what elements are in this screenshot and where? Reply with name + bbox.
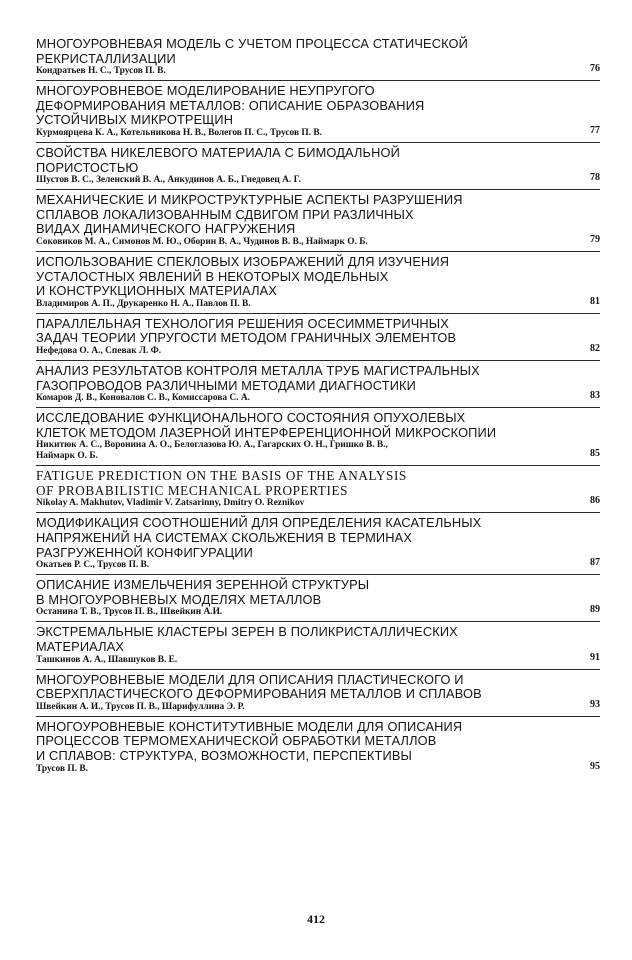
toc-entry — [36, 313, 600, 357]
entry-page-number: 93 — [590, 698, 600, 710]
entry-page-number: 76 — [590, 63, 600, 75]
toc-entry — [36, 716, 600, 775]
toc-entry — [36, 360, 600, 404]
toc-entry — [36, 37, 600, 77]
entry-page-number: 85 — [590, 448, 600, 460]
table-of-contents — [36, 37, 600, 778]
entry-title: МОДИФИКАЦИЯ СООТНОШЕНИЙ ДЛЯ ОПРЕДЕЛЕНИЯ КАСАТЕЛЬНЫХ НАПРЯЖЕНИЙ НА СИСТЕМАХ СКОЛЬЖЕНИЯ В ТЕРМИНАХ РАЗГРУЖЕННОЙ КОНФИГУРАЦИИ — [36, 515, 482, 560]
entry-authors: Останина Т. В., Трусов П. В., Швейкин А.И. — [36, 607, 223, 618]
entry-authors: Кондратьев Н. С., Трусов П. В. — [36, 66, 166, 77]
entry-title: ПАРАЛЛЕЛЬНАЯ ТЕХНОЛОГИЯ РЕШЕНИЯ ОСЕСИММЕТРИЧНЫХ ЗАДАЧ ТЕОРИИ УПРУГОСТИ МЕТОДОМ ГРАНИЧНЫХ ЭЛЕМЕНТОВ — [36, 315, 457, 346]
entry-title: ИСПОЛЬЗОВАНИЕ СПЕКЛОВЫХ ИЗОБРАЖЕНИЙ ДЛЯ ИЗУЧЕНИЯ УСТАЛОСТНЫХ ЯВЛЕНИЙ В НЕКОТОРЫХ МОДЕЛЬНЫХ И КОНСТРУКЦИОННЫХ МАТЕРИАЛАХ — [36, 253, 450, 299]
toc-entry — [36, 621, 600, 665]
toc-entry — [36, 80, 600, 139]
entry-authors: Ташкинов А. А., Шавшуков В. Е. — [36, 654, 178, 665]
entry-page-number: 77 — [590, 124, 600, 136]
toc-entry — [36, 512, 600, 571]
toc-entry — [36, 189, 600, 248]
entry-authors: Швейкин А. И., Трусов П. В., Шарифуллина Э. Р. — [36, 701, 245, 712]
toc-entry — [36, 251, 600, 310]
entry-authors: Окатьев Р. С., Трусов П. В. — [36, 560, 150, 571]
entry-title: МНОГОУРОВНЕВАЯ МОДЕЛЬ С УЧЕТОМ ПРОЦЕССА СТАТИЧЕСКОЙ РЕКРИСТАЛЛИЗАЦИИ — [36, 36, 468, 66]
entry-authors: Никитюк А. С., Воронина А. О., Белоглазова Ю. А., Гагарских О. Н., Гришко В. В., Наймарк О. Б. — [36, 440, 388, 462]
entry-page-number: 95 — [590, 760, 600, 772]
entry-authors: Соковиков М. А., Симонов М. Ю., Оборин В. А., Чудинов В. В., Наймарк О. Б. — [36, 236, 368, 247]
entry-page-number: 87 — [590, 557, 600, 569]
entry-title: МЕХАНИЧЕСКИЕ И МИКРОСТРУКТУРНЫЕ АСПЕКТЫ РАЗРУШЕНИЯ СПЛАВОВ ЛОКАЛИЗОВАННЫМ СДВИГОМ ПРИ РАЗЛИЧНЫХ ВИДАХ ДИНАМИЧЕСКОГО НАГРУЖЕНИЯ — [36, 192, 463, 237]
entry-authors: Шустов В. С., Зеленский В. А., Анкудинов А. Б., Гнедовец А. Г. — [36, 175, 301, 186]
toc-entry — [36, 574, 600, 618]
entry-title: АНАЛИЗ РЕЗУЛЬТАТОВ КОНТРОЛЯ МЕТАЛЛА ТРУБ МАГИСТРАЛЬНЫХ ГАЗОПРОВОДОВ РАЗЛИЧНЫМИ МЕТОДАМИ ДИАГНОСТИКИ — [36, 362, 480, 393]
toc-entry — [36, 407, 600, 462]
entry-title: ИССЛЕДОВАНИЕ ФУНКЦИОНАЛЬНОГО СОСТОЯНИЯ ОПУХОЛЕВЫХ КЛЕТОК МЕТОДОМ ЛАЗЕРНОЙ ИНТЕРФЕРЕНЦИОННОЙ МИКРОСКОПИИ — [36, 410, 497, 440]
entry-authors: Нефедова О. А., Спевак Л. Ф. — [36, 345, 162, 356]
entry-title: ОПИСАНИЕ ИЗМЕЛЬЧЕНИЯ ЗЕРЕННОЙ СТРУКТУРЫ В МНОГОУРОВНЕВЫХ МОДЕЛЯХ МЕТАЛЛОВ — [36, 577, 370, 607]
toc-entry — [36, 669, 600, 713]
entry-page-number: 86 — [590, 495, 600, 507]
toc-entry — [36, 465, 600, 509]
entry-authors: Владимиров А. П., Друкаренко Н. А., Павлов П. В. — [36, 298, 251, 309]
entry-title: ЭКСТРЕМАЛЬНЫЕ КЛАСТЕРЫ ЗЕРЕН В ПОЛИКРИСТАЛЛИЧЕСКИХ МАТЕРИАЛАХ — [36, 624, 458, 655]
entry-page-number: 89 — [590, 604, 600, 616]
entry-title: МНОГОУРОВНЕВОЕ МОДЕЛИРОВАНИЕ НЕУПРУГОГО ДЕФОРМИРОВАНИЯ МЕТАЛЛОВ: ОПИСАНИЕ ОБРАЗОВАНИЯ УСТОЙЧИВЫХ МИКРОТРЕЩИН — [36, 83, 425, 128]
entry-authors: Курмоярцева К. А., Котельникова Н. В., Волегов П. С., Трусов П. В. — [36, 127, 322, 138]
entry-page-number: 83 — [590, 390, 600, 402]
entry-authors: Трусов П. В. — [36, 763, 88, 774]
entry-page-number: 79 — [590, 233, 600, 245]
page-number: 412 — [307, 912, 325, 926]
entry-page-number: 91 — [590, 651, 600, 663]
entry-page-number: 78 — [590, 172, 600, 184]
toc-entry — [36, 142, 600, 186]
entry-authors: Nikolay A. Makhutov, Vladimir V. Zatsarinny, Dmitry O. Reznikov — [36, 498, 305, 509]
entry-page-number: 82 — [590, 342, 600, 354]
entry-title: FATIGUE PREDICTION ON THE BASIS OF THE ANALYSIS OF PROBABILISTIC MECHANICAL PROPERTIES — [36, 468, 407, 498]
entry-title: МНОГОУРОВНЕВЫЕ МОДЕЛИ ДЛЯ ОПИСАНИЯ ПЛАСТИЧЕСКОГО И СВЕРХПЛАСТИЧЕСКОГО ДЕФОРМИРОВАНИЯ МЕТАЛЛОВ И СПЛАВОВ — [36, 671, 482, 702]
entry-title: СВОЙСТВА НИКЕЛЕВОГО МАТЕРИАЛА С БИМОДАЛЬНОЙ ПОРИСТОСТЬЮ — [36, 144, 400, 175]
entry-authors: Комаров Д. В., Коновалов С. В., Комиссарова С. А. — [36, 393, 250, 404]
entry-title: МНОГОУРОВНЕВЫЕ КОНСТИТУТИВНЫЕ МОДЕЛИ ДЛЯ ОПИСАНИЯ ПРОЦЕССОВ ТЕРМОМЕХАНИЧЕСКОЙ ОБРАБОТКИ МЕТАЛЛОВ И СПЛАВОВ: СТРУКТУРА, ВОЗМОЖНОСТИ, ПЕРСПЕКТИВЫ — [36, 718, 463, 763]
entry-page-number: 81 — [590, 295, 600, 307]
